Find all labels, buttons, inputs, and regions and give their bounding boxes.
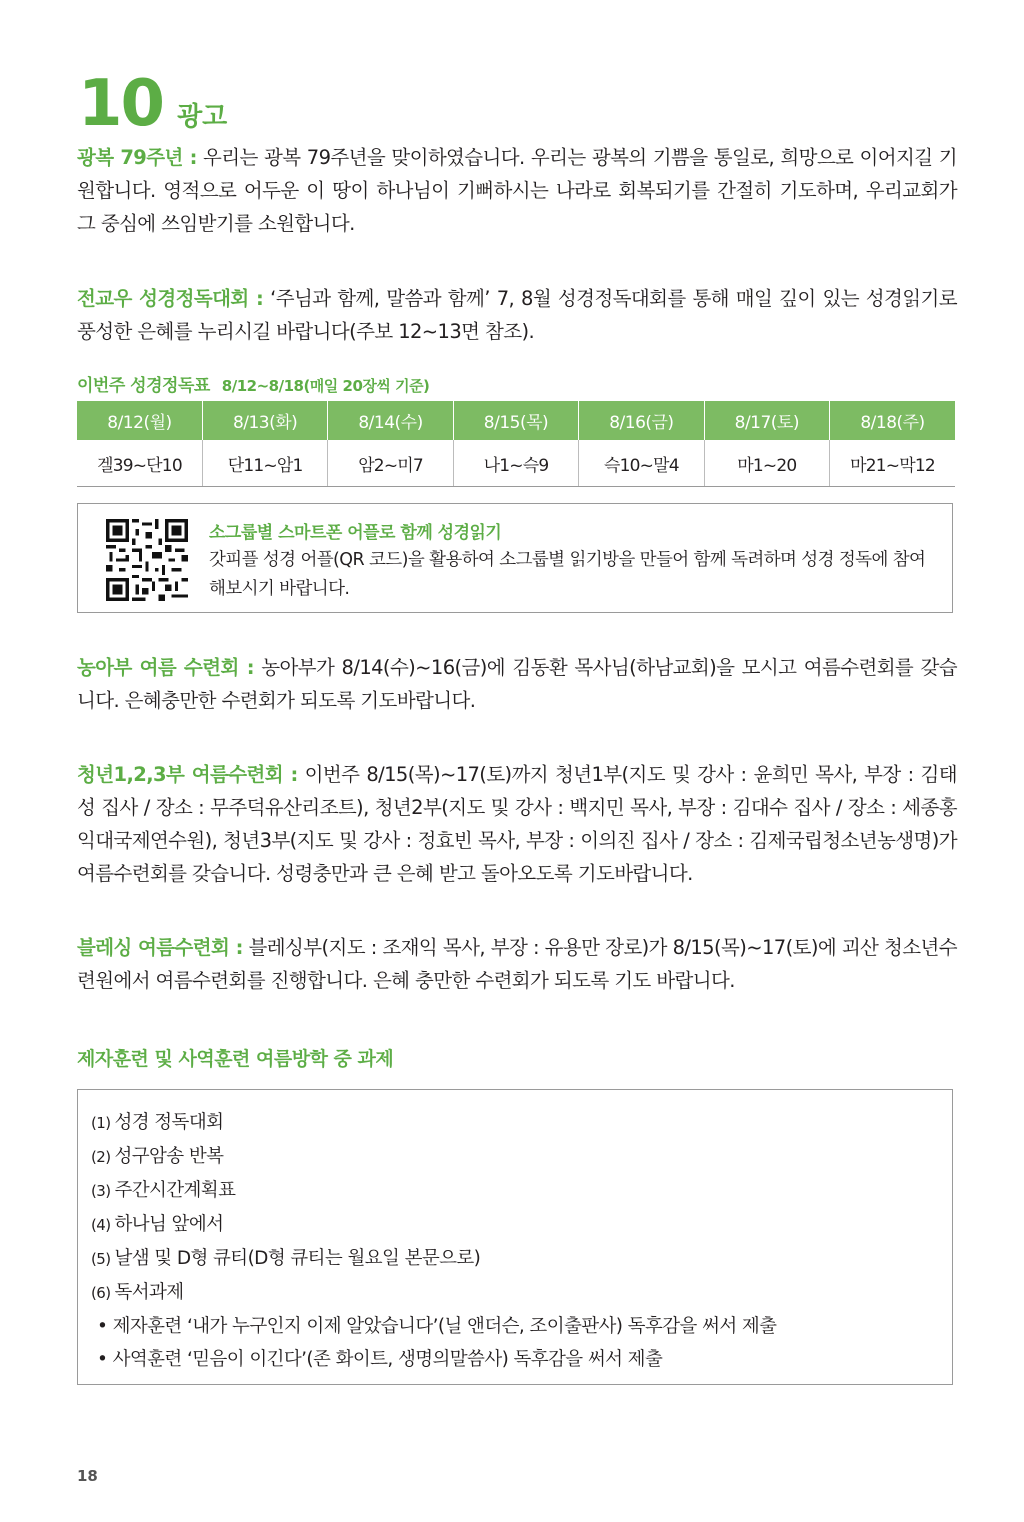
app-reading-text: 갓피플 성경 어플(QR 코드)을 활용하여 소그룹별 읽기방을 만들어 함께 독려하며 성경 정독에 참여해보시기 바랍니다. [209, 550, 926, 599]
reading-cell: 단11~암1 [202, 440, 327, 487]
reading-cell: 마1~20 [704, 440, 829, 487]
page-number: 18 [77, 1467, 98, 1485]
announcement-blessing-retreat [77, 931, 957, 997]
day-header: 8/18(주) [830, 401, 955, 440]
day-header: 8/12(월) [77, 401, 202, 440]
section-title: 광고 [177, 102, 228, 132]
day-header: 8/17(토) [704, 401, 829, 440]
reading-cell: 나1~슥9 [453, 440, 578, 487]
day-header: 8/13(화) [202, 401, 327, 440]
app-reading-title: 소그룹별 스마트폰 어플로 함께 성경읽기 [209, 523, 502, 543]
list-item: (2) 성구암송 반복 [91, 1146, 224, 1167]
table-header-row [77, 401, 955, 440]
table-row [77, 440, 955, 487]
reading-cell: 겔39~단10 [77, 440, 202, 487]
list-item: (1) 성경 정독대회 [91, 1112, 224, 1133]
announcement-label: 광복 79주년 : [77, 146, 197, 169]
list-item: (3) 주간시간계획표 [91, 1180, 236, 1201]
app-reading-box [77, 503, 953, 613]
announcement-label: 청년1,2,3부 여름수련회 : [77, 763, 298, 786]
announcement-label: 농아부 여름 수련회 : [77, 656, 254, 679]
tasks-heading: 제자훈련 및 사역훈련 여름방학 중 과제 [77, 1048, 394, 1070]
announcement-text: 우리는 광복 79주년을 맞이하였습니다. 우리는 광복의 기쁨을 통일로, 희망으로 이어지길 기원합니다. 영적으로 어두운 이 땅이 하나님이 기뻐하시는 나라로 회복되기를 간절히 기도하며, 우리교회가 그 중심에 쓰임받기를 소원합니다. [77, 146, 957, 235]
announcement-label: 전교우 성경정독대회 : [77, 287, 264, 310]
announcement-text: 블레싱부(지도 : 조재익 목사, 부장 : 유용만 장로)가 8/15(목)~17(토)에 괴산 청소년수련원에서 여름수련회를 진행합니다. 은혜 충만한 수련회가 되도록 기도 바랍니다. [77, 936, 957, 992]
qr-code-icon[interactable] [106, 519, 188, 601]
bullet-item: • 사역훈련 ‘믿음이 이긴다’(존 화이트, 생명의말씀사) 독후감을 써서 제출 [97, 1349, 663, 1370]
announcement-text: 농아부가 8/14(수)~16(금)에 김동환 목사님(하남교회)을 모시고 여름수련회를 갖습니다. 은혜충만한 수련회가 되도록 기도바랍니다. [77, 656, 957, 712]
list-item: (6) 독서과제 [91, 1282, 184, 1303]
announcement-text: 이번주 8/15(목)~17(토)까지 청년1부(지도 및 강사 : 윤희민 목사, 부장 : 김태성 집사 / 장소 : 무주덕유산리조트), 청년2부(지도 및 강사 : 백지민 목사, 부장 : 김대수 집사 / 장소 : 세종홍익대국제연수원), 청년3부(지도 및 강사 : 정효빈 목사, 부장 : 이의진 집사 / 장소 : 김제국립청소년농생명)가 여름수련회를 갖습니다. 성령충만과 큰 은혜 받고 돌아오도록 기도바랍니다. [77, 763, 957, 885]
list-item: (5) 날샘 및 D형 큐티(D형 큐티는 월요일 본문으로) [91, 1248, 481, 1269]
announcement-youth-retreat [77, 758, 957, 890]
section-number: 10 [78, 67, 164, 141]
announcement-farm-retreat [77, 651, 957, 717]
reading-schedule-table [77, 401, 955, 487]
tasks-box [77, 1089, 953, 1385]
section-header [78, 67, 228, 141]
list-item: (4) 하나님 앞에서 [91, 1214, 224, 1235]
announcement-label: 블레싱 여름수련회 : [77, 936, 243, 959]
reading-cell: 암2~미7 [328, 440, 453, 487]
day-header: 8/16(금) [579, 401, 704, 440]
bullet-item: • 제자훈련 ‘내가 누구인지 이제 알았습니다’(닐 앤더슨, 조이출판사) 독후감을 써서 제출 [97, 1316, 777, 1337]
reading-cell: 슥10~말4 [579, 440, 704, 487]
schedule-title: 이번주 성경정독표 [77, 376, 210, 396]
day-header: 8/15(목) [453, 401, 578, 440]
announcement-text: ‘주님과 함께, 말씀과 함께’ 7, 8월 성경정독대회를 통해 매일 깊이 있는 성경읽기로 풍성한 은혜를 누리시길 바랍니다(주보 12~13면 참조). [77, 287, 957, 343]
schedule-heading [77, 371, 429, 396]
schedule-range: 8/12~8/18(매일 20장씩 기준) [221, 377, 430, 395]
announcement-independence [77, 141, 957, 240]
announcement-bible-reading [77, 282, 957, 348]
reading-cell: 마21~막12 [830, 440, 955, 487]
day-header: 8/14(수) [328, 401, 453, 440]
